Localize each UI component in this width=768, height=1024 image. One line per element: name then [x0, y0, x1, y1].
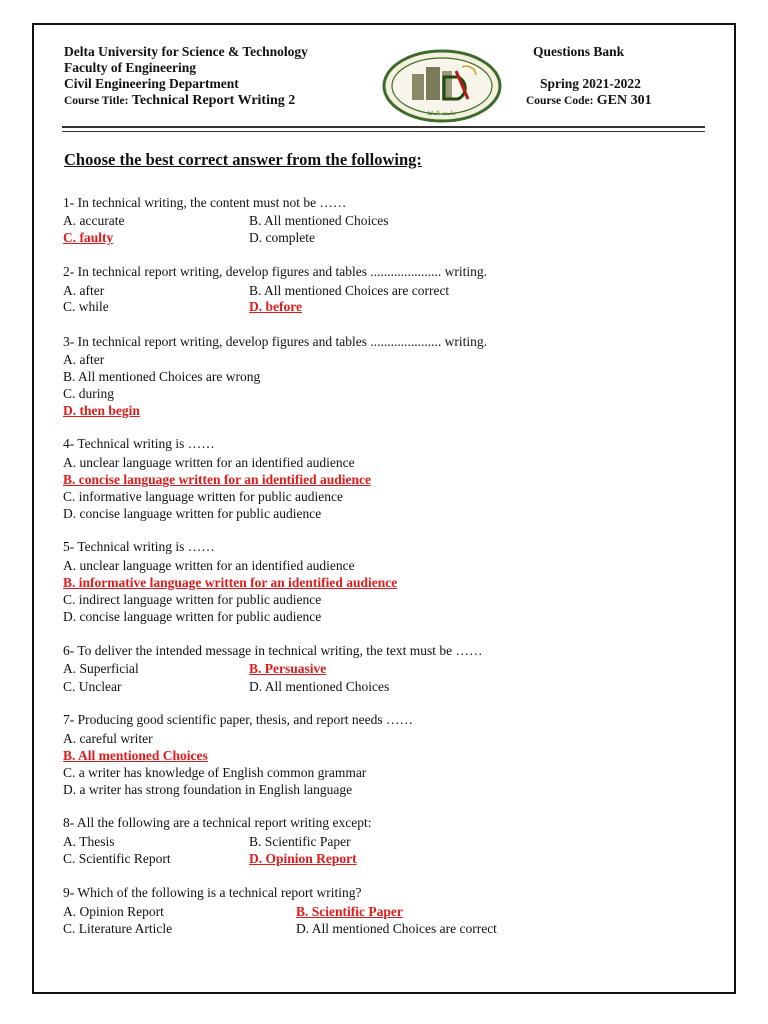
option-6a: A. Superficial — [63, 661, 139, 676]
option-2d-correct: D. before — [249, 299, 302, 314]
option-2b: B. All mentioned Choices are correct — [249, 283, 450, 298]
option-8b: B. Scientific Paper — [249, 834, 351, 849]
term-label: Spring 2021-2022 — [540, 76, 641, 91]
option-2c: C. while — [63, 299, 109, 314]
header-rule-thin — [62, 131, 705, 132]
question-4 — [63, 435, 703, 452]
option-9a: A. Opinion Report — [63, 904, 164, 919]
option-3a: A. after — [63, 352, 105, 367]
faculty-name: Faculty of Engineering — [64, 60, 196, 75]
question-5 — [63, 538, 703, 555]
option-7a: A. careful writer — [63, 731, 153, 746]
option-8d-correct: D. Opinion Report — [249, 851, 357, 866]
option-3c: C. during — [63, 386, 115, 401]
option-4c: C. informative language written for public audience — [63, 489, 344, 504]
question-text: 6- To deliver the intended message in technical writing, the text must be …… — [63, 643, 483, 658]
option-5d: D. concise language written for public audience — [63, 609, 322, 624]
option-6b-correct: B. Persuasive — [249, 661, 327, 676]
option-7c: C. a writer has knowledge of English common grammar — [63, 765, 367, 780]
university-name: Delta University for Science & Technology — [64, 44, 308, 59]
option-8a: A. Thesis — [63, 834, 115, 849]
option-5b-correct: B. informative language written for an identified audience — [63, 575, 398, 590]
question-text: 1- In technical writing, the content must not be …… — [63, 195, 347, 210]
question-text: 5- Technical writing is …… — [63, 539, 215, 554]
question-2 — [63, 263, 703, 280]
question-3 — [63, 333, 703, 350]
option-6d: D. All mentioned Choices — [249, 679, 390, 694]
header-rule-thick — [62, 126, 705, 128]
option-5a: A. unclear language written for an identified audience — [63, 558, 355, 573]
option-5c: C. indirect language written for public audience — [63, 592, 322, 607]
option-1c-correct: C. faulty — [63, 230, 114, 245]
svg-text:جامعة الدلتا: جامعة الدلتا — [427, 110, 457, 117]
university-logo — [382, 49, 502, 123]
question-6 — [63, 642, 703, 659]
option-1d: D. complete — [249, 230, 315, 245]
department-name: Civil Engineering Department — [64, 76, 239, 91]
question-7 — [63, 711, 703, 728]
option-9d: D. All mentioned Choices are correct — [296, 921, 497, 936]
question-text: 9- Which of the following is a technical report writing? — [63, 885, 362, 900]
question-text: 7- Producing good scientific paper, thesis, and report needs …… — [63, 712, 413, 727]
question-8 — [63, 814, 703, 831]
option-6c: C. Unclear — [63, 679, 122, 694]
option-9c: C. Literature Article — [63, 921, 173, 936]
option-9b-correct: B. Scientific Paper — [296, 904, 403, 919]
question-text: 3- In technical report writing, develop figures and tables ..................... writing. — [63, 334, 488, 349]
option-7b-correct: B. All mentioned Choices — [63, 748, 208, 763]
course-code-row — [526, 92, 652, 109]
option-8c: C. Scientific Report — [63, 851, 171, 866]
course-code-label: Course Code: — [526, 95, 594, 107]
option-1b: B. All mentioned Choices — [249, 213, 389, 228]
header-left — [64, 44, 308, 109]
course-title-row — [64, 92, 308, 109]
option-7d: D. a writer has strong foundation in English language — [63, 782, 353, 797]
question-text: 2- In technical report writing, develop figures and tables ..................... writing. — [63, 264, 488, 279]
question-text: 8- All the following are a technical report writing except: — [63, 815, 372, 830]
questions-bank-label: Questions Bank — [533, 44, 625, 59]
option-3b: B. All mentioned Choices are wrong — [63, 369, 261, 384]
option-4b-correct: B. concise language written for an identified audience — [63, 472, 371, 487]
option-2a: A. after — [63, 283, 105, 298]
course-code: GEN 301 — [596, 93, 652, 108]
course-title-label: Course Title: — [64, 95, 129, 107]
course-title: Technical Report Writing 2 — [131, 93, 296, 108]
question-1 — [63, 194, 703, 211]
instructions-heading: Choose the best correct answer from the following: — [64, 150, 422, 169]
option-4a: A. unclear language written for an identified audience — [63, 455, 355, 470]
option-4d: D. concise language written for public audience — [63, 506, 322, 521]
question-9 — [63, 884, 703, 901]
option-3d-correct: D. then begin — [63, 403, 140, 418]
question-text: 4- Technical writing is …… — [63, 436, 215, 451]
option-1a: A. accurate — [63, 213, 125, 228]
